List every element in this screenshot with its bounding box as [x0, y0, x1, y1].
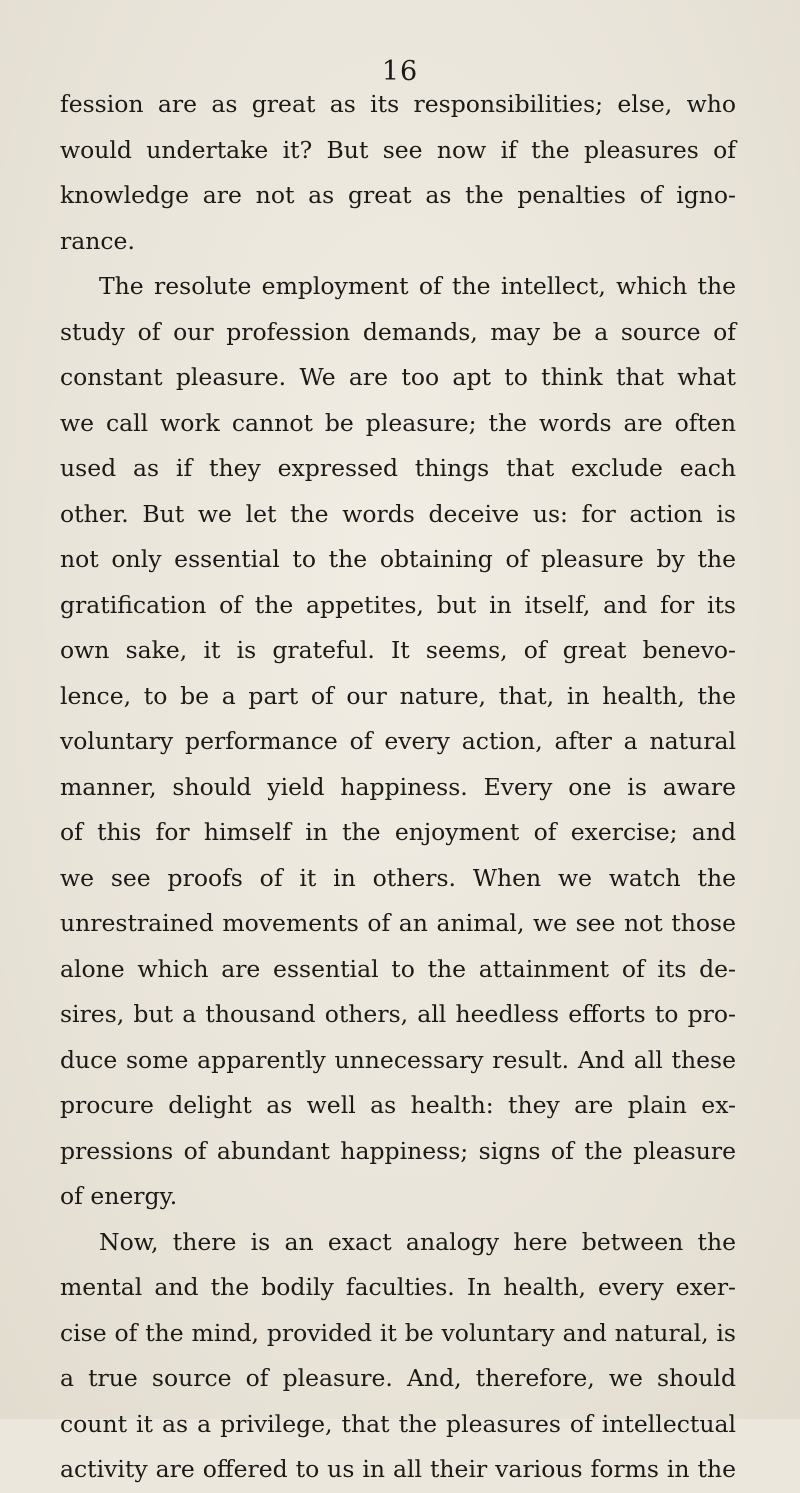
text-line: count it as a privilege, that the pleasures of intellectual: [60, 1409, 736, 1438]
text-line: of this for himself in the enjoyment of exercise; and: [60, 818, 736, 846]
text-line: unrestrained movements of an animal, we see not those: [60, 909, 736, 937]
text-line: fession are as great as its responsibilities; else, who: [60, 90, 736, 118]
text-line: constant pleasure. We are too apt to think that what: [60, 363, 736, 391]
text-line: lence, to be a part of our nature, that, in health, the: [60, 681, 736, 710]
text-line: gratification of the appetites, but in itself, and for its: [60, 590, 736, 619]
text-line: used as if they expressed things that exclude each: [60, 454, 736, 482]
text-line: mental and the bodily faculties. In health, every exer-: [60, 1273, 736, 1301]
text-line: activity are offered to us in all their various forms in the: [60, 1455, 736, 1483]
text-line: cise of the mind, provided it be voluntary and natural, is: [60, 1318, 736, 1347]
text-line: Now, there is an exact analogy here between the: [99, 1227, 736, 1256]
text-line: we call work cannot be pleasure; the words are often: [60, 408, 736, 437]
text-line: rance.: [60, 226, 135, 255]
text-line: of energy.: [60, 1182, 178, 1210]
text-line: manner, should yield happiness. Every one is aware: [60, 772, 736, 801]
text-line: we see proofs of it in others. When we watch the: [60, 863, 736, 892]
text-line: pressions of abundant happiness; signs of the pleasure: [60, 1136, 736, 1165]
text-line: other. But we let the words deceive us: for action is: [60, 499, 736, 528]
text-line: sires, but a thousand others, all heedless efforts to pro-: [60, 1000, 736, 1028]
text-line: a true source of pleasure. And, therefore, we should: [60, 1364, 736, 1392]
text-line: voluntary performance of every action, after a natural: [60, 727, 736, 755]
text-line: alone which are essential to the attainment of its de-: [60, 954, 736, 983]
body-text: [60, 82, 736, 1493]
page-number: 16: [381, 56, 419, 87]
text-line: study of our profession demands, may be a source of: [60, 317, 736, 346]
text-line: would undertake it? But see now if the pleasures of: [60, 135, 736, 164]
text-line: The resolute employment of the intellect, which the: [99, 272, 736, 300]
text-line: knowledge are not as great as the penalties of igno-: [60, 181, 736, 209]
text-line: procure delight as well as health: they are plain ex-: [60, 1091, 736, 1119]
text-line: own sake, it is grateful. It seems, of great benevo-: [60, 636, 736, 664]
text-line: not only essential to the obtaining of pleasure by the: [60, 545, 736, 573]
text-line: duce some apparently unnecessary result. And all these: [60, 1045, 736, 1074]
